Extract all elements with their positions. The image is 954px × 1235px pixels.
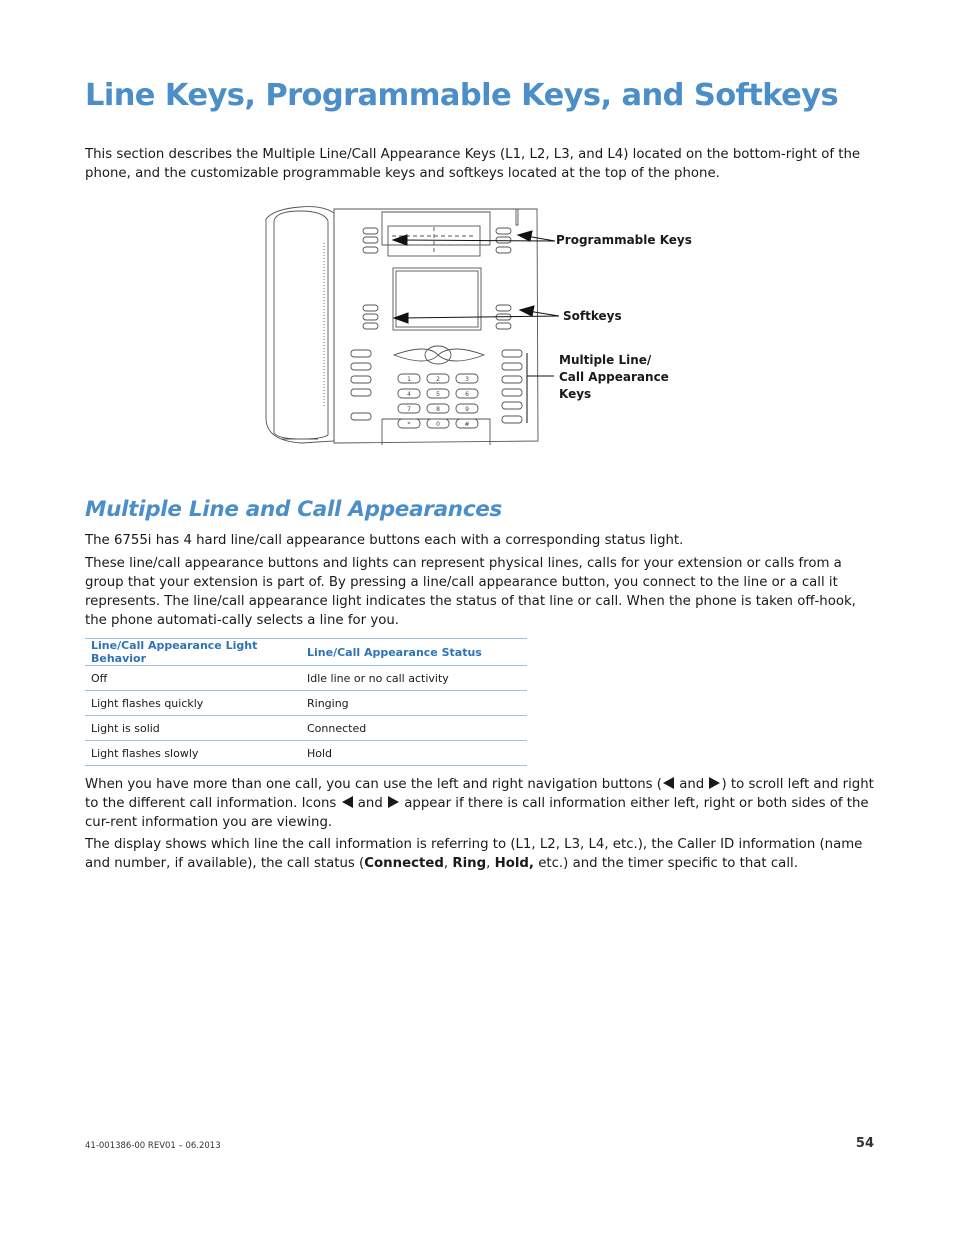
left-arrow-icon (663, 777, 674, 789)
key-label: 5 (436, 391, 440, 398)
key-label: 9 (465, 406, 469, 413)
key-label: 4 (407, 391, 411, 398)
text-run: , (486, 856, 495, 871)
callout-multiple-line-keys (559, 352, 669, 403)
table-header-behavior: Line/Call Appearance Light Behavior (85, 639, 301, 666)
text-run: appear if there is call information either left, right or both sides of the cur-rent information you are viewing. (85, 796, 869, 830)
text-run: , (443, 856, 453, 871)
key-label: 7 (407, 406, 411, 413)
right-arrow-icon (388, 796, 399, 808)
left-arrow-icon (342, 796, 353, 808)
key-label: # (464, 421, 470, 428)
key-label: 6 (465, 391, 469, 398)
table-cell: Hold (301, 741, 527, 766)
table-row (85, 741, 527, 766)
section-paragraph-2: These line/call appearance buttons and lights can represent physical lines, calls for your extension or calls from a group that your extension is part of. By pressing a line/call appearance button, you connect to the line or a call it represents. The line/call appearance light indicates the status of that line or call. When the phone is taken off-hook, the phone automati-cally selects a line for you. (85, 556, 856, 628)
key-label: * (407, 421, 411, 428)
text-run: etc.) and the timer specific to that call. (534, 856, 798, 871)
callout-line: Call Appearance (559, 370, 669, 384)
right-arrow-icon (709, 777, 720, 789)
table-cell: Off (85, 666, 301, 691)
status-hold: Hold, (494, 856, 534, 871)
key-label: 8 (436, 406, 440, 413)
page-title: Line Keys, Programmable Keys, and Softkeys (85, 78, 838, 113)
callout-programmable-keys: Programmable Keys (556, 233, 692, 247)
key-label: 3 (465, 376, 469, 383)
table-row (85, 691, 527, 716)
status-connected: Connected (364, 856, 444, 871)
table-cell: Idle line or no call activity (301, 666, 527, 691)
table-cell: Light flashes quickly (85, 691, 301, 716)
key-label: 2 (436, 376, 440, 383)
phone-figure (262, 203, 702, 455)
callout-softkeys: Softkeys (563, 309, 622, 323)
table-cell: Connected (301, 716, 527, 741)
table-row (85, 666, 527, 691)
table-cell: Light flashes slowly (85, 741, 301, 766)
footer-doc-id: 41-001386-00 REV01 – 06.2013 (85, 1141, 221, 1151)
callout-line: Keys (559, 387, 592, 401)
section-title: Multiple Line and Call Appearances (85, 497, 503, 522)
text-run: ) to scroll left and right to the different call information. Icons (85, 777, 874, 811)
section-paragraph-1: The 6755i has 4 hard line/call appearance buttons each with a corresponding status light. (85, 533, 684, 548)
display-paragraph (85, 835, 875, 873)
table-header-row (85, 639, 527, 666)
callout-line: Multiple Line/ (559, 353, 652, 367)
text-run: The display shows which line the call information is referring to (L1, L2, L3, L4, etc.), the Caller ID information (name and number, if available), the call status ( (85, 837, 863, 871)
intro-paragraph: This section describes the Multiple Line/Call Appearance Keys (L1, L2, L3, and L4) located on the bottom-right of the phone, and the customizable programmable keys and softkeys located at the top of the phone. (85, 147, 861, 181)
text-run: and (353, 796, 388, 811)
page-number: 54 (855, 1136, 874, 1151)
text-run: and (675, 777, 709, 792)
table-row (85, 716, 527, 741)
table-cell: Ringing (301, 691, 527, 716)
table-header-status: Line/Call Appearance Status (301, 639, 527, 666)
light-status-table (85, 638, 527, 766)
key-label: 1 (407, 376, 411, 383)
navigation-paragraph (85, 775, 875, 832)
text-run: When you have more than one call, you can use the left and right navigation buttons ( (85, 777, 662, 792)
table-cell: Light is solid (85, 716, 301, 741)
key-label: 0 (436, 421, 440, 428)
status-ring: Ring (452, 856, 487, 871)
